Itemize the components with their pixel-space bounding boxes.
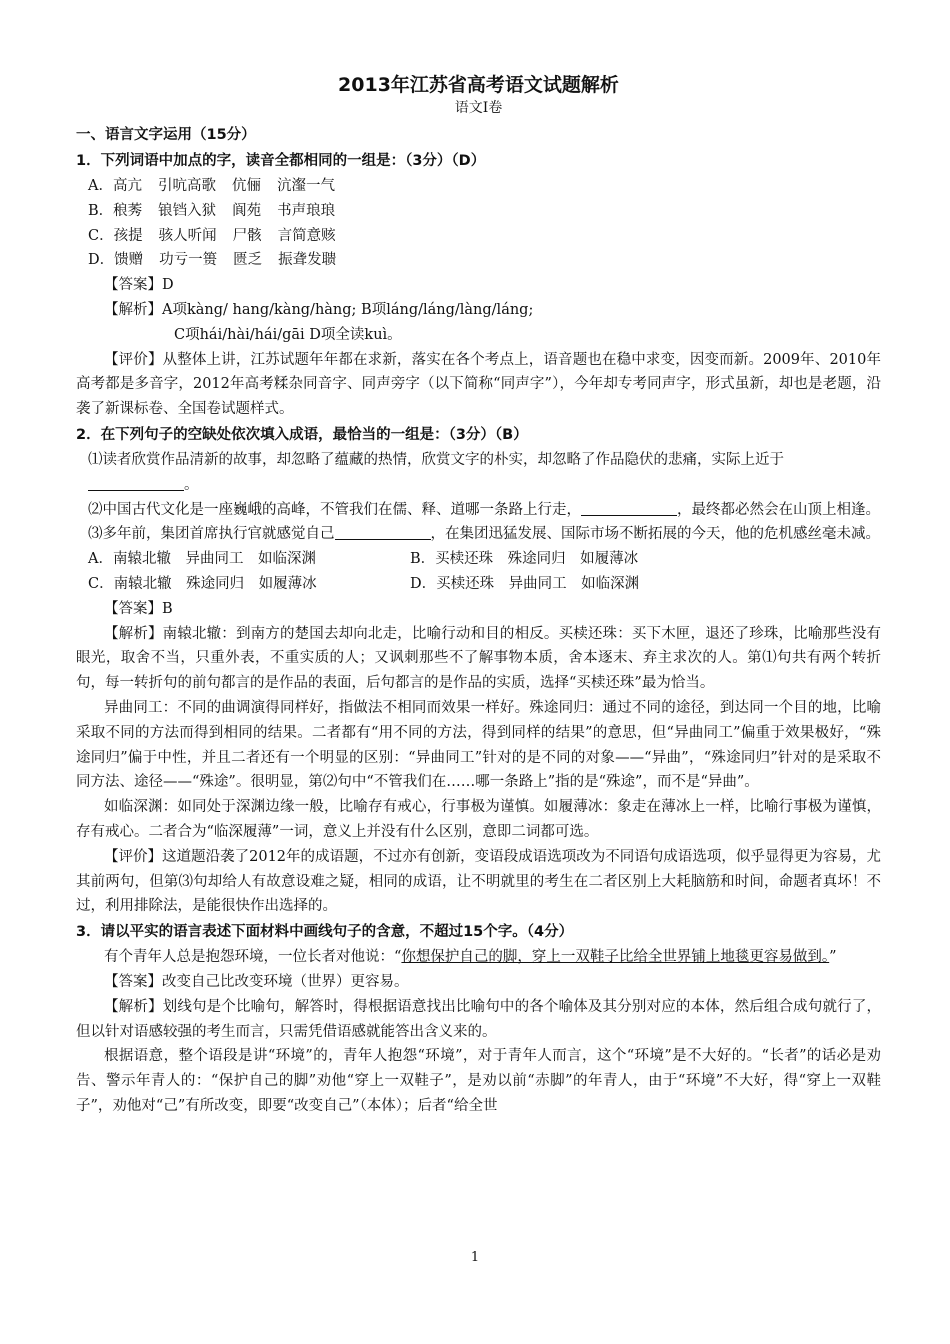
option-label: C．: [88, 227, 114, 244]
option-word: 引吭高歌: [157, 178, 216, 194]
option-word: 稂莠: [113, 202, 143, 219]
question-2-answer: 【答案】B: [104, 600, 173, 617]
document-title: 2013年江苏省高考语文试题解析: [338, 74, 619, 96]
question-3-material: 有个青年人总是抱怨环境，一位长者对他说：“你想保护自己的脚，穿上一双鞋子比给全世界铺上地毯更容易做到。”: [104, 949, 837, 966]
option-word: 孩提: [113, 227, 143, 244]
question-2-analysis-2: 异曲同工：不同的曲调演得同样好，指做法不相同而效果一样好。殊途同归：通过不同的途径，到达同一个目的地，比喻采取不同的方法而得到相同的结果。二者都有“用不同的方法，得到同样的结果”的意思，但“异曲同工”偏重于效果极好，“殊途同归”偏于中性，并且二者还有一个明显的区别：“异曲同工”针对的是不同的对象——“异曲”，“殊途同归”针对的是采取不同方法、途径——“殊途”。很明显，第⑵句中“不管我们在……哪一条路上”指的是“殊途”，而不是“异曲”。: [76, 699, 881, 791]
question-1-answer: 【答案】D: [104, 277, 174, 294]
question-3-stem: 3．请以平实的语言表述下面材料中画线句子的含意，不超过15个字。（4分）: [76, 924, 574, 941]
option-word: 骇人听闻: [158, 227, 217, 244]
question-2-sentence-3: ⑶多年前，集团首席执行官就感觉自己 ，在集团迅猛发展、国际市场不断拓展的今天，他的危机感丝毫未减。: [88, 526, 880, 543]
question-2-stem: 2．在下列句子的空缺处依次填入成语，最恰当的一组是：（3分）（B）: [76, 426, 528, 443]
question-1-option: [76, 248, 881, 273]
option-word: 书声琅琅: [277, 202, 336, 219]
option-word: 馈赠: [114, 252, 144, 269]
option-word: 尸骸: [232, 227, 262, 244]
section-heading: 一、语言文字运用（15分）: [76, 127, 256, 143]
option-word: 功亏一篑: [159, 252, 218, 269]
question-2-sentence-2: ⑵中国古代文化是一座巍峨的高峰，不管我们在儒、释、道哪一条路上行走， ，最终都必然会在山顶上相逢。: [88, 501, 880, 518]
option-word: 沆瀣一气: [276, 178, 335, 194]
option-word: 匮乏: [233, 252, 263, 269]
question-3-answer: 【答案】改变自己比改变环境（世界）更容易。: [104, 973, 409, 990]
question-1-stem: 1．下列词语中加点的字，读音全都相同的一组是：（3分）（D）: [76, 153, 486, 169]
document-page: [76, 64, 881, 1119]
question-1-comment: 【评价】从整体上讲，江苏试题年年都在求新，落实在各个考点上，语音题也在稳中求变，因变而新。2009年、2010年高考都是多音字，2012年高考糅杂同音字、同声旁字（以下简称“同声字”），今年却专考同声字，形式虽新，却也是老题，沿袭了新课标卷、全国卷试题样式。: [76, 351, 881, 418]
blank-line: [88, 476, 184, 491]
question-1-analysis-line2: C项hái/hài/hái/gāi D项全读kuì。: [174, 326, 402, 343]
question-1-option: [76, 174, 881, 199]
question-1-option: [76, 199, 881, 224]
question-2-options-row: A．南辕北辙 异曲同工 如临深渊 B．买椟还珠 殊途同归 如履薄冰: [88, 551, 639, 568]
option-word: 振聋发聩: [278, 252, 337, 269]
option-word: 锒铛入狱: [158, 202, 217, 219]
question-2-analysis-1: 【解析】南辕北辙：到南方的楚国去却向北走，比喻行动和目的相反。买椟还珠：买下木匣，退还了珍珠，比喻那些没有眼光，取舍不当，只重外表，不重实质的人；又讽刺那些不了解事物本质，舍本逐末、弃主求次的人。第⑴句共有两个转折句，每一转折句的前句都言的是作品的表面，后句都言的是作品的实质，选择“买椟还珠”最为恰当。: [76, 625, 881, 692]
question-2-comment: 【评价】这道题沿袭了2012年的成语题，不过亦有创新，变语段成语选项改为不同语句成语选项，似乎显得更为容易，尤其前两句，但第⑶句却给人有故意设难之疑，相同的成语，让不明就里的考生在二者区别上大耗脑筋和时间，命题者真坏！不过，利用排除法，是能很快作出选择的。: [76, 848, 881, 915]
question-2-options-row: C．南辕北辙 殊途同归 如履薄冰 D．买椟还珠 异曲同工 如临深渊: [88, 575, 640, 592]
page-number: 1: [470, 1250, 480, 1265]
question-1-option: [76, 224, 881, 249]
option-word: 言简意赅: [277, 227, 336, 244]
option-label: B．: [88, 202, 114, 219]
underlined-sentence: 你想保护自己的脚，穿上一双鞋子比给全世界铺上地毯更容易做到。: [401, 949, 830, 966]
option-word: 阆苑: [232, 202, 262, 219]
option-label: D．: [88, 252, 115, 269]
blank-line: [581, 501, 677, 516]
question-1-options: [76, 174, 881, 273]
question-3-analysis-2: 根据语意，整个语段是讲“环境”的，青年人抱怨“环境”，对于青年人而言，这个“环境”是不大好的。“长者”的话必是劝告、警示年青人的：“保护自己的脚”劝他“穿上一双鞋子”，是劝以前“赤脚”的年青人，由于“环境”不大好，得“穿上一双鞋子”，劝他对“己”有所改变，即要“改变自己”（本体）；后者“给全世: [76, 1048, 881, 1114]
blank-line: [335, 525, 431, 540]
question-2-analysis-3: 如临深渊：如同处于深渊边缘一般，比喻存有戒心，行事极为谨慎。如履薄冰：象走在薄冰上一样，比喻行事极为谨慎，存有戒心。二者合为“临深履薄”一词，意义上并没有什么区别，意即二词都可选。: [76, 799, 881, 840]
option-word: 高亢: [112, 178, 142, 194]
question-3-analysis: 【解析】划线句是个比喻句，解答时，得根据语意找出比喻句中的各个喻体及其分别对应的本体，然后组合成句就行了，但以针对语感较强的考生而言，只需凭借语感就能答出含义来的。: [76, 998, 881, 1040]
option-word: 伉俪: [231, 178, 261, 194]
option-label: A．: [88, 178, 113, 194]
document-subtitle: 语文Ⅰ卷: [454, 100, 503, 116]
question-1-analysis-line1: 【解析】A项kàng/ hang/kàng/hàng; B项láng/láng/làng/láng;: [104, 301, 534, 318]
question-2-sentence-1: ⑴读者欣赏作品清新的故事，却忽略了蕴藏的热情，欣赏文字的朴实，却忽略了作品隐伏的悲痛，实际上近于 。: [88, 451, 784, 493]
